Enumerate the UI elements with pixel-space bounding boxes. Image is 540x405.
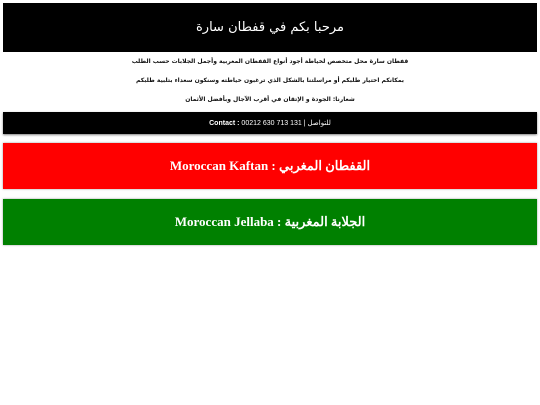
header-banner: [3, 3, 537, 52]
contact-arabic-label: للتواصل: [307, 120, 331, 127]
intro-line-invitation: بمكانكم اختيار طلبكم أو مراسلتنا بالشكل الذي ترغبون خياطته وسنكون سعداء بتلبية طلبكم: [136, 77, 404, 84]
contact-bar: [3, 112, 537, 134]
kaftan-category-button[interactable]: [3, 143, 537, 189]
kaftan-category-label: Moroccan Kaftan : القفطان المغربي: [169, 158, 371, 173]
jellaba-category-button[interactable]: [3, 199, 537, 245]
intro-section: [0, 56, 540, 113]
intro-line-slogan: شعارنا: الجودة و الإتقان في أقرب الآجال وبأفضل الأثمان: [185, 96, 355, 103]
jellaba-category-label: Moroccan Jellaba : الجلابة المغربية: [174, 214, 366, 229]
contact-phone[interactable]: 00212 630 713 131: [241, 120, 302, 127]
contact-separator: |: [303, 120, 306, 127]
site-title: مرحبا بكم في قفطان سارة: [196, 20, 344, 35]
intro-line-description: قفطان سارة محل متخصص لخياطة أجود أنواع القفطان المغربية وأجمل الجلابات حسب الطلب: [131, 58, 409, 65]
contact-info: [209, 119, 331, 127]
contact-label: Contact :: [209, 120, 240, 127]
